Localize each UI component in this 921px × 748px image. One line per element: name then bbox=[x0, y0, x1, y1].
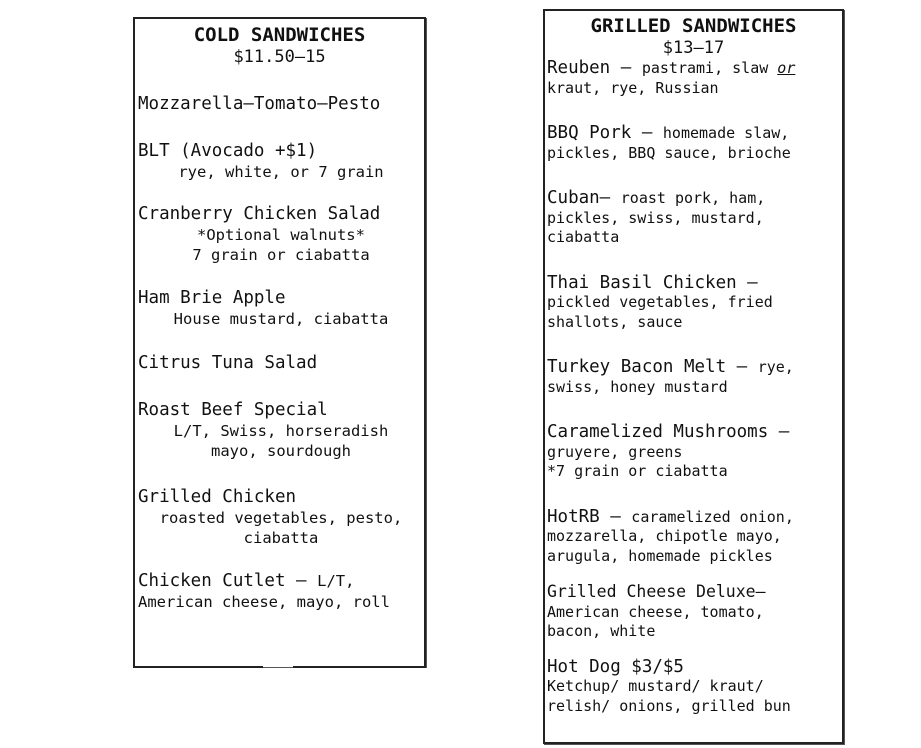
item-desc: roast pork, ham, bbox=[620, 189, 766, 207]
item-desc: ciabatta bbox=[547, 228, 620, 246]
item-desc: swiss, honey mustard bbox=[547, 377, 728, 396]
item-name: Grilled Cheese Deluxe– bbox=[547, 582, 766, 601]
item-name: Thai Basil Chicken – bbox=[547, 272, 758, 293]
cold-item-ham-brie bbox=[135, 288, 424, 329]
item-name: Ham Brie Apple bbox=[138, 288, 286, 308]
item-desc: ciabatta bbox=[243, 529, 319, 547]
item-desc: pickles, swiss, mustard, bbox=[547, 208, 764, 227]
panel-bottom-border-right bbox=[293, 666, 426, 668]
item-desc: rye, bbox=[757, 358, 794, 376]
cold-item-blt bbox=[135, 141, 424, 182]
item-desc: L/T, Swiss, horseradish bbox=[173, 422, 389, 440]
cold-item-citrus-tuna bbox=[135, 353, 424, 374]
item-desc: pickled vegetables, fried bbox=[547, 293, 773, 311]
item-name: Grilled Chicken bbox=[138, 487, 297, 507]
cold-item-mozzarella bbox=[135, 94, 424, 115]
cold-item-roast-beef bbox=[135, 400, 424, 461]
grilled-item-turkey-bacon bbox=[545, 358, 842, 397]
item-desc: American cheese, mayo, roll bbox=[138, 593, 390, 611]
cold-sandwiches-panel bbox=[133, 17, 426, 667]
item-name: BLT (Avocado +$1) bbox=[138, 141, 318, 161]
grilled-item-bbq-pork bbox=[545, 124, 842, 163]
item-desc: shallots, sauce bbox=[547, 312, 683, 331]
item-desc: rye, white, or 7 grain bbox=[178, 163, 384, 181]
cold-item-grilled-chicken bbox=[135, 487, 424, 548]
item-desc: mayo, sourdough bbox=[211, 442, 351, 460]
grilled-title: GRILLED SANDWICHES bbox=[590, 15, 797, 37]
item-name: Citrus Tuna Salad bbox=[138, 353, 318, 373]
cold-title: COLD SANDWICHES bbox=[193, 24, 366, 46]
grilled-sandwiches-panel bbox=[543, 9, 844, 744]
item-desc: pastrami, slaw bbox=[641, 59, 778, 77]
grilled-item-hotrb bbox=[545, 508, 842, 567]
item-desc: Ketchup/ mustard/ kraut/ bbox=[547, 677, 764, 695]
item-name: Roast Beef Special bbox=[138, 400, 328, 420]
item-name: Reuben – bbox=[547, 58, 642, 78]
grilled-price: $13–17 bbox=[662, 38, 725, 58]
item-desc: arugula, homemade pickles bbox=[547, 546, 773, 565]
item-desc: *7 grain or ciabatta bbox=[547, 462, 728, 480]
item-desc: homemade slaw, bbox=[662, 124, 790, 142]
item-desc: *Optional walnuts* bbox=[197, 226, 365, 244]
grilled-item-thai-basil bbox=[545, 274, 842, 333]
item-desc: bacon, white bbox=[547, 622, 656, 640]
grilled-item-cuban bbox=[545, 189, 842, 248]
item-name: Hot Dog $3/$5 bbox=[547, 656, 684, 677]
item-name: Turkey Bacon Melt – bbox=[547, 357, 758, 377]
item-desc: relish/ onions, grilled bun bbox=[547, 696, 791, 715]
item-desc: pickles, BBQ sauce, brioche bbox=[547, 143, 791, 162]
item-or: or bbox=[777, 59, 796, 77]
item-name-main: Chicken Cutlet – bbox=[138, 571, 318, 591]
item-desc: roasted vegetables, pesto, bbox=[159, 509, 403, 527]
cold-price: $11.50–15 bbox=[233, 47, 326, 67]
item-name: Cuban– bbox=[547, 188, 621, 208]
item-desc: House mustard, ciabatta bbox=[173, 310, 389, 328]
grilled-item-reuben bbox=[545, 59, 842, 98]
item-name: Mozzarella–Tomato–Pesto bbox=[138, 94, 381, 114]
grilled-item-mushrooms bbox=[545, 423, 842, 482]
panel-bottom-border-left bbox=[133, 666, 263, 668]
item-name bbox=[138, 571, 424, 592]
item-name: Caramelized Mushrooms – bbox=[547, 422, 790, 442]
cold-item-chicken-cutlet bbox=[135, 571, 424, 612]
item-desc: gruyere, greens bbox=[547, 442, 683, 461]
item-desc: kraut, rye, Russian bbox=[547, 78, 719, 97]
item-name: HotRB – bbox=[547, 506, 632, 527]
cold-item-cranberry bbox=[135, 204, 424, 265]
item-desc: American cheese, tomato, bbox=[547, 602, 764, 621]
item-desc: caramelized onion, bbox=[631, 507, 794, 526]
item-desc: 7 grain or ciabatta bbox=[192, 246, 370, 264]
item-name: BBQ Pork – bbox=[547, 123, 663, 143]
item-name-tail: L/T, bbox=[317, 572, 355, 590]
item-name: Cranberry Chicken Salad bbox=[138, 204, 381, 224]
item-desc: mozzarella, chipotle mayo, bbox=[547, 527, 782, 545]
grilled-item-hot-dog bbox=[545, 658, 842, 717]
grilled-item-grilled-cheese bbox=[545, 582, 842, 642]
